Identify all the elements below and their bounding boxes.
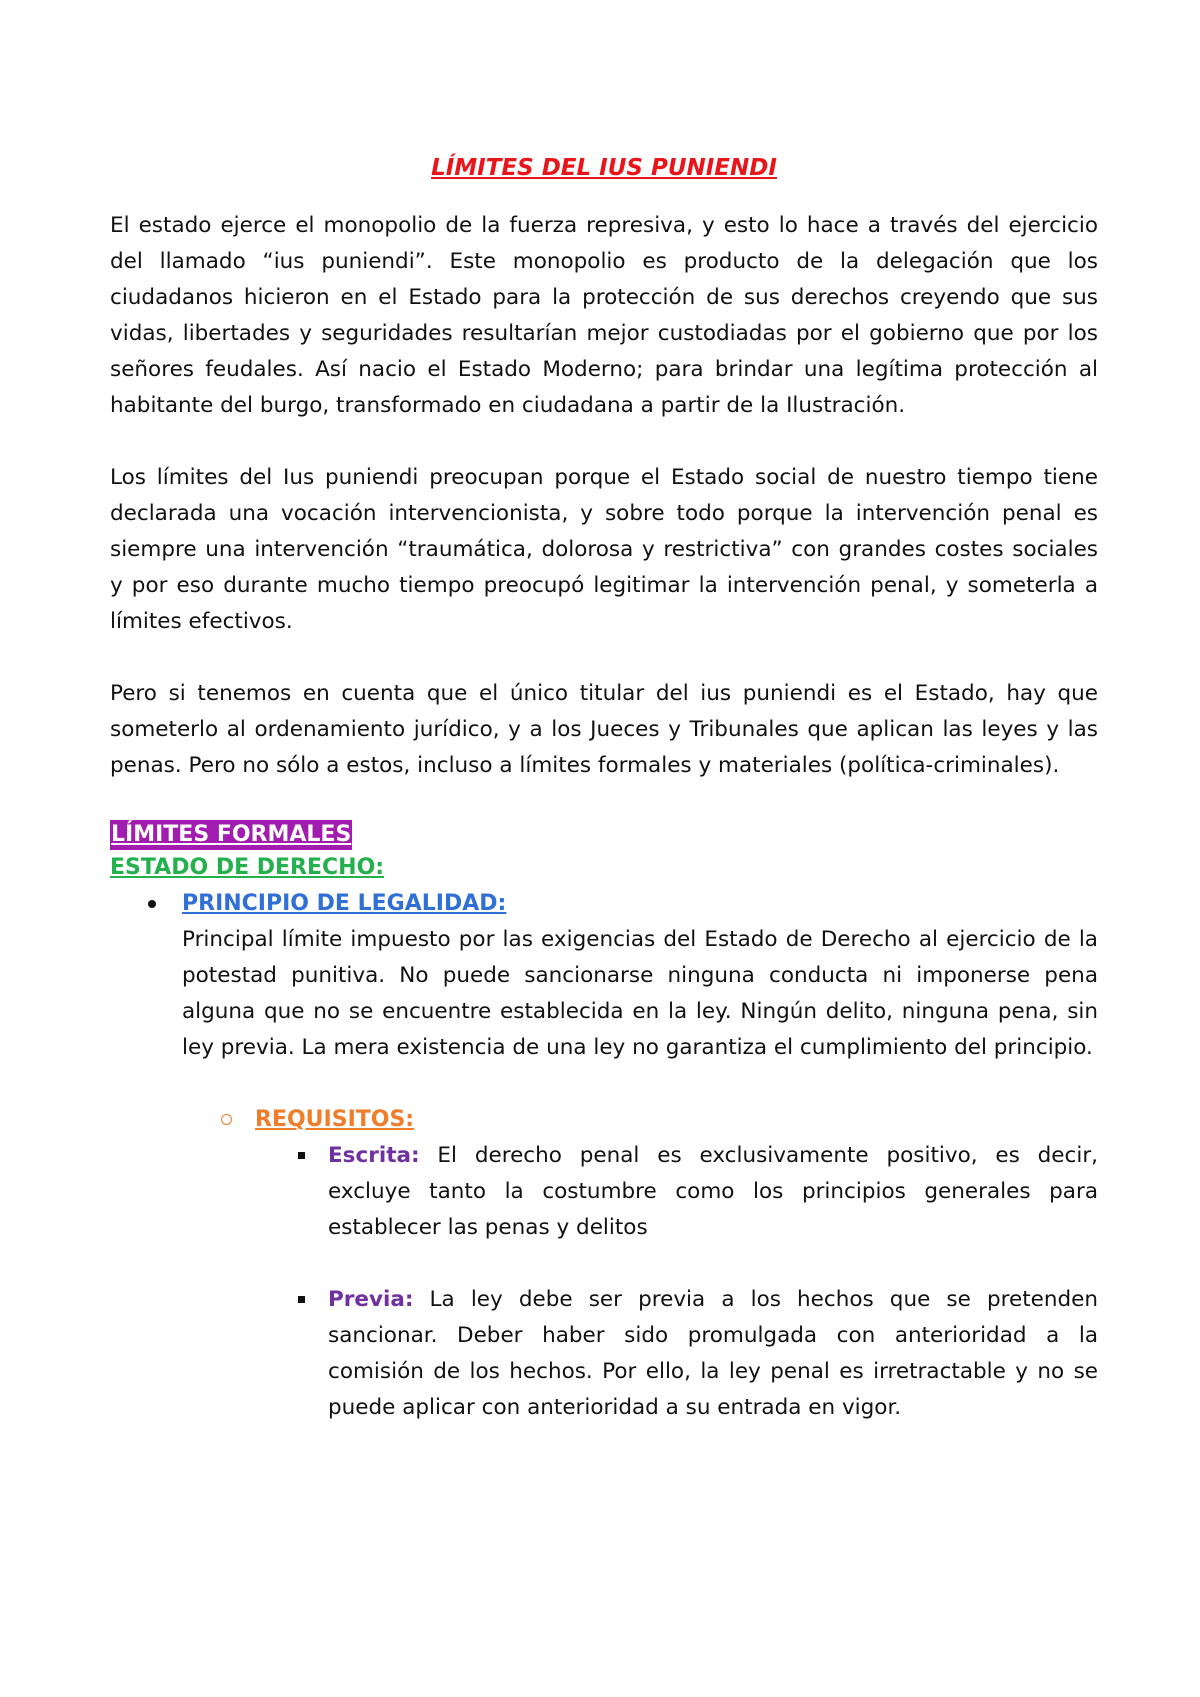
square-bullet-icon	[298, 1296, 305, 1303]
requisito-term: Previa:	[328, 1287, 414, 1312]
principle-title: PRINCIPIO DE LEGALIDAD:	[182, 891, 507, 916]
requisito-text	[328, 1138, 1098, 1246]
requisito-item-escrita	[328, 1138, 1098, 1246]
requisitos-list-item	[255, 1102, 1098, 1138]
paragraph-3: Pero si tenemos en cuenta que el único titular del ius puniendi es el Estado, hay que someterlo al ordenamiento jurídico, y a los Jueces y Tribunales que aplican las leyes y las penas. Pero no sólo a estos, incluso a límites formales y materiales (política-criminales).	[110, 681, 1098, 778]
paragraph-spacer	[110, 784, 1098, 820]
square-bullet-icon	[298, 1152, 305, 1159]
circle-bullet-icon	[221, 1114, 232, 1125]
section-heading-row	[110, 820, 1098, 850]
document-content	[110, 150, 1098, 1426]
requisito-description: El derecho penal es exclusivamente positivo, es decir, excluye tanto la costumbre como los principios generales para establecer las penas y delitos	[328, 1143, 1098, 1240]
document-title: LÍMITES DEL IUS PUNIENDI	[431, 155, 777, 181]
requisitos-title: REQUISITOS:	[255, 1107, 415, 1132]
principle-text: Principal límite impuesto por las exigencias del Estado de Derecho al ejercicio de la potestad punitiva. No puede sancionarse ninguna conducta ni imponerse pena alguna que no se encuentre establecida en la ley. Ningún delito, ninguna pena, sin ley previa. La mera existencia de una ley no garantiza el cumplimiento del principio.	[182, 927, 1098, 1060]
requisito-text	[328, 1282, 1098, 1426]
requisito-item-previa	[328, 1282, 1098, 1426]
requisito-term: Escrita:	[328, 1143, 420, 1168]
bullet-dot-icon	[148, 900, 156, 908]
subsection-heading-estado-de-derecho: ESTADO DE DERECHO:	[110, 855, 385, 880]
list-spacer	[110, 1246, 1098, 1282]
paragraph-spacer	[110, 640, 1098, 676]
paragraph-1: El estado ejerce el monopolio de la fuerza represiva, y esto lo hace a través del ejercicio del llamado “ius puniendi”. Este monopolio es producto de la delegación que los ciudadanos hicieron en el Estado para la protección de sus derechos creyendo que sus vidas, libertades y seguridades resultarían mejor custodiadas por el gobierno que por los señores feudales. Así nacio el Estado Moderno; para brindar una legítima protección al habitante del burgo, transformado en ciudadana a partir de la Ilustración.	[110, 213, 1098, 418]
paragraph-spacer	[110, 424, 1098, 460]
principle-list-item	[182, 886, 1098, 1066]
paragraph-2: Los límites del Ius puniendi preocupan porque el Estado social de nuestro tiempo tiene declarada una vocación intervencionista, y sobre todo porque la intervención penal es siempre una intervención “traumática, dolorosa y restrictiva” con grandes costes sociales y por eso durante mucho tiempo preocupó legitimar la intervención penal, y someterla a límites efectivos.	[110, 465, 1098, 634]
section-heading-limites-formales: LÍMITES FORMALES	[110, 820, 352, 850]
requisito-description: La ley debe ser previa a los hechos que se pretenden sancionar. Deber haber sido promulgada con anterioridad a la comisión de los hechos. Por ello, la ley penal es irretractable y no se puede aplicar con anterioridad a su entrada en vigor.	[328, 1287, 1098, 1420]
